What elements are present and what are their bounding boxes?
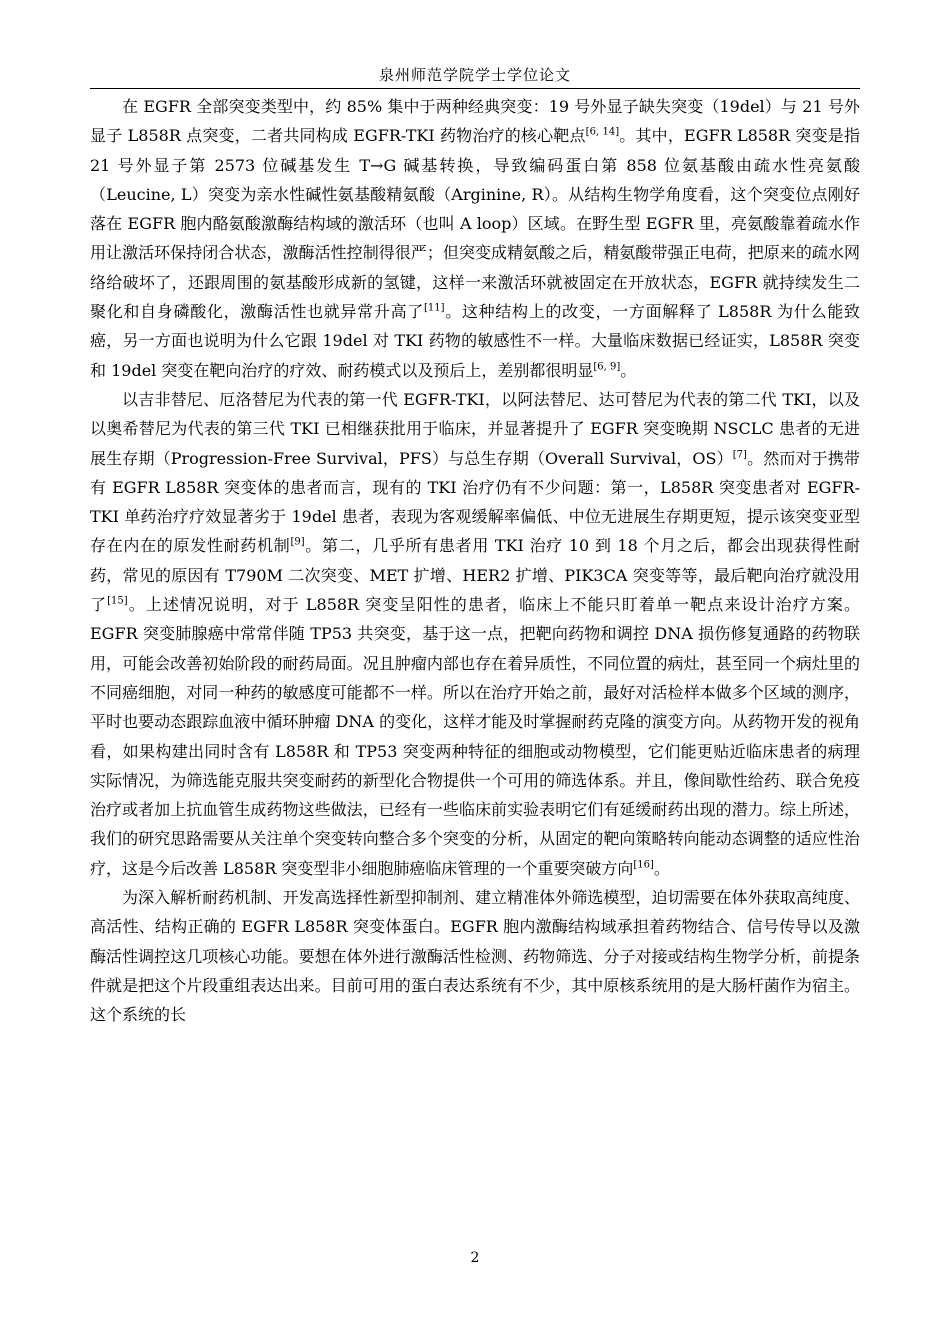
- text-segment: 为深入解析耐药机制、开发高选择性新型抑制剂、建立精准体外筛选模型，迫切需要在体外获取高纯度、高活性、结构正确的 EGFR L858R 突变体蛋白。EGFR 胞内激酶结构域承担着药物结合、信号传导以及激酶活性调控这几项核心功能。要想在体外进行激酶活性检测、药物筛选、分子对接或结构生物学分析，前提条件就是把这个片段重组表达出来。目前可用的蛋白表达系统有不少，其中原核系统用的是大肠杆菌作为宿主。这个系统的长: [90, 888, 860, 1025]
- paragraph-1: [90, 92, 860, 385]
- text-segment: 。其中，EGFR L858R 突变是指 21 号外显子第 2573 位碱基发生 T→G 碱基转换，导致编码蛋白第 858 位氨基酸由疏水性亮氨酸（Leucine, L）突变为亲水性碱性氨基酸精氨酸（Arginine, R）。从结构生物学角度看，这个突变位点刚好落在 EGFR 胞内酪氨酸激酶结构域的激活环（也叫 A loop）区域。在野生型 EGFR 里，亮氨酸靠着疏水作用让激活环保持闭合状态，激酶活性控制得很严；但突变成精氨酸之后，精氨酸带强正电荷，把原来的疏水网络给破坏了，还跟周围的氨基酸形成新的氢键，这样一来激活环就被固定在开放状态，EGFR 就持续发生二聚化和自身磷酸化，激酶活性也就异常升高了: [90, 126, 860, 322]
- running-header: 泉州师范学院学士学位论文: [378, 66, 571, 84]
- page-number: 2: [470, 1250, 480, 1266]
- text-segment: 。第二，几乎所有患者用 TKI 治疗 10 到 18 个月之后，都会出现获得性耐药，常见的原因有 T790M 二次突变、MET 扩增、HER2 扩增、PIK3CA 突变等等，最后靶向治疗就没用了: [90, 536, 860, 615]
- header-rule: [90, 88, 860, 89]
- body-text: [90, 92, 860, 1030]
- text-segment: 。然而对于携带有 EGFR L858R 突变体的患者而言，现有的 TKI 治疗仍有不少问题：第一，L858R 突变患者对 EGFR-TKI 单药治疗疗效显著劣于 19del 患者，表现为客观缓解率偏低、中位无进展生存期更短，提示该突变亚型存在内在的原发性耐药机制: [90, 448, 860, 556]
- citation: [15]: [107, 595, 128, 607]
- text-segment: 。: [653, 858, 670, 878]
- paragraph-3: [90, 883, 860, 1029]
- citation: [6, 9]: [593, 361, 621, 373]
- text-segment: 。上述情况说明，对于 L858R 突变呈阳性的患者，临床上不能只盯着单一靶点来设计治疗方案。EGFR 突变肺腺癌中常常伴随 TP53 共突变，基于这一点，把靶向药物和调控 DNA 损伤修复通路的药物联用，可能会改善初始阶段的耐药局面。况且肿瘤内部也存在着异质性，不同位置的病灶，甚至同一个病灶里的不同癌细胞，对同一种药的敏感度可能都不一样。所以在治疗开始之前，最好对活检样本做多个区域的测序，平时也要动态跟踪血液中循环肿瘤 DNA 的变化，这样才能及时掌握耐药克隆的演变方向。从药物开发的视角看，如果构建出同时含有 L858R 和 TP53 突变两种特征的细胞或动物模型，它们能更贴近临床患者的病理实际情况，为筛选能克服共突变耐药的新型化合物提供一个可用的筛选体系。并且，像间歇性给药、联合免疫治疗或者加上抗血管生成药物这些做法，已经有一些临床前实验表明它们有延缓耐药出现的潜力。综上所述，我们的研究思路需要从关注单个突变转向整合多个突变的分析，从固定的靶向策略转向能动态调整的适应性治疗，这是今后改善 L858R 突变型非小细胞肺癌临床管理的一个重要突破方向: [90, 595, 860, 878]
- citation: [6, 14]: [585, 126, 620, 138]
- citation: [7]: [732, 449, 747, 461]
- paragraph-2: [90, 385, 860, 883]
- citation: [9]: [290, 537, 305, 549]
- text-segment: 。: [620, 360, 637, 380]
- text-segment: 以吉非替尼、厄洛替尼为代表的第一代 EGFR-TKI，以阿法替尼、达可替尼为代表的第二代 TKI，以及以奥希替尼为代表的第三代 TKI 已相继获批用于临床，并显著提升了 EGFR 突变晚期 NSCLC 患者的无进展生存期（Progression-Free Survival，PFS）与总生存期（Overall Survival，OS）: [90, 389, 860, 468]
- text-segment: 。这种结构上的改变，一方面解释了 L858R 为什么能致癌，另一方面也说明为什么它跟 19del 对 TKI 药物的敏感性不一样。大量临床数据已经证实，L858R 突变和 19del 突变在靶向治疗的疗效、耐药模式以及预后上，差别都很明显: [90, 302, 860, 380]
- citation: [16]: [633, 859, 654, 871]
- text-segment: 在 EGFR 全部突变类型中，约 85% 集中于两种经典突变：19 号外显子缺失突变（19del）与 21 号外显子 L858R 点突变，二者共同构成 EGFR-TKI 药物治疗的核心靶点: [90, 97, 860, 146]
- citation: [11]: [423, 302, 445, 314]
